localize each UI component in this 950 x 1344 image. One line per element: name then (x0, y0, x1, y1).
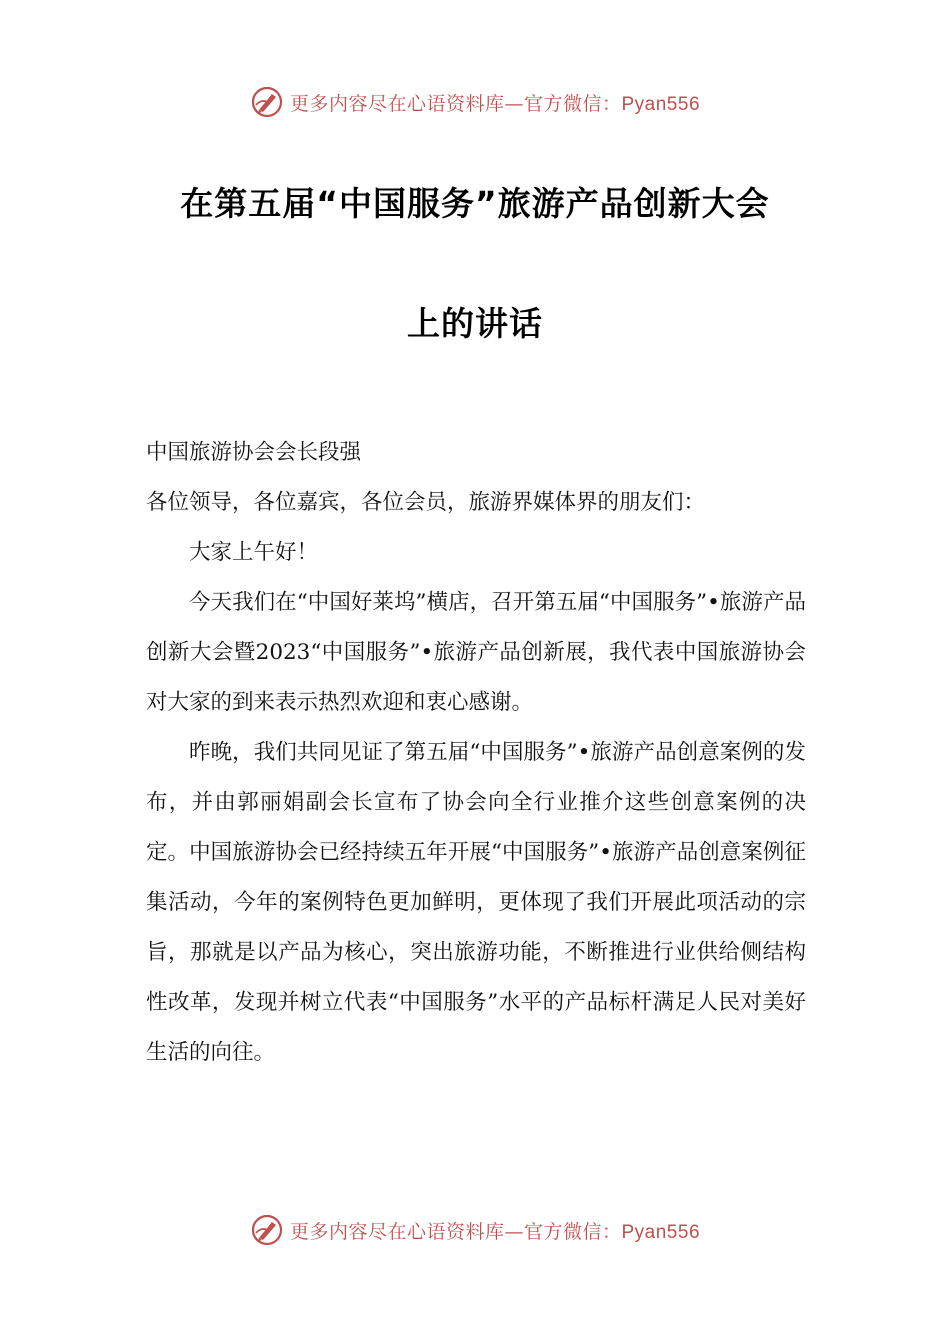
pen-logo-icon (250, 1213, 284, 1247)
author-line: 中国旅游协会会长段强 (146, 440, 362, 465)
watermark-header (0, 82, 950, 122)
document-body (146, 428, 806, 1078)
watermark-wechat-id: Pyan556 (621, 93, 701, 115)
document-title-line-1: 在第五届“中国服务”旅游产品创新大会 (180, 184, 770, 223)
document-title-line-2: 上的讲话 (407, 304, 543, 343)
paragraph-greeting: 大家上午好！ (189, 540, 319, 565)
watermark-label: 更多内容尽在心语资料库—官方微信： (289, 92, 622, 115)
watermark-label: 更多内容尽在心语资料库—官方微信： (289, 1220, 622, 1243)
salutation: 各位领导，各位嘉宾，各位会员，旅游界媒体界的朋友们： (146, 490, 706, 515)
watermark-footer (0, 1210, 950, 1250)
paragraph-2: 昨晚，我们共同见证了第五届“中国服务”•旅游产品创意案例的发布，并由郭丽娟副会长宣布了协会向全行业推介这些创意案例的决定。中国旅游协会已经持续五年开展“中国服务”•旅游产品创意案例征集活动，今年的案例特色更加鲜明，更体现了我们开展此项活动的宗旨，那就是以产品为核心，突出旅游功能，不断推进行业供给侧结构性改革，发现并树立代表“中国服务”水平的产品标杆满足人民对美好生活的向往。 (146, 740, 806, 1065)
watermark-wechat-id: Pyan556 (621, 1221, 701, 1243)
watermark-text (290, 1217, 700, 1244)
watermark-text (290, 89, 700, 116)
pen-logo-icon (250, 85, 284, 119)
paragraph-1: 今天我们在“中国好莱坞”横店，召开第五届“中国服务”•旅游产品创新大会暨2023“中国服务”•旅游产品创新展，我代表中国旅游协会对大家的到来表示热烈欢迎和衷心感谢。 (146, 590, 806, 715)
